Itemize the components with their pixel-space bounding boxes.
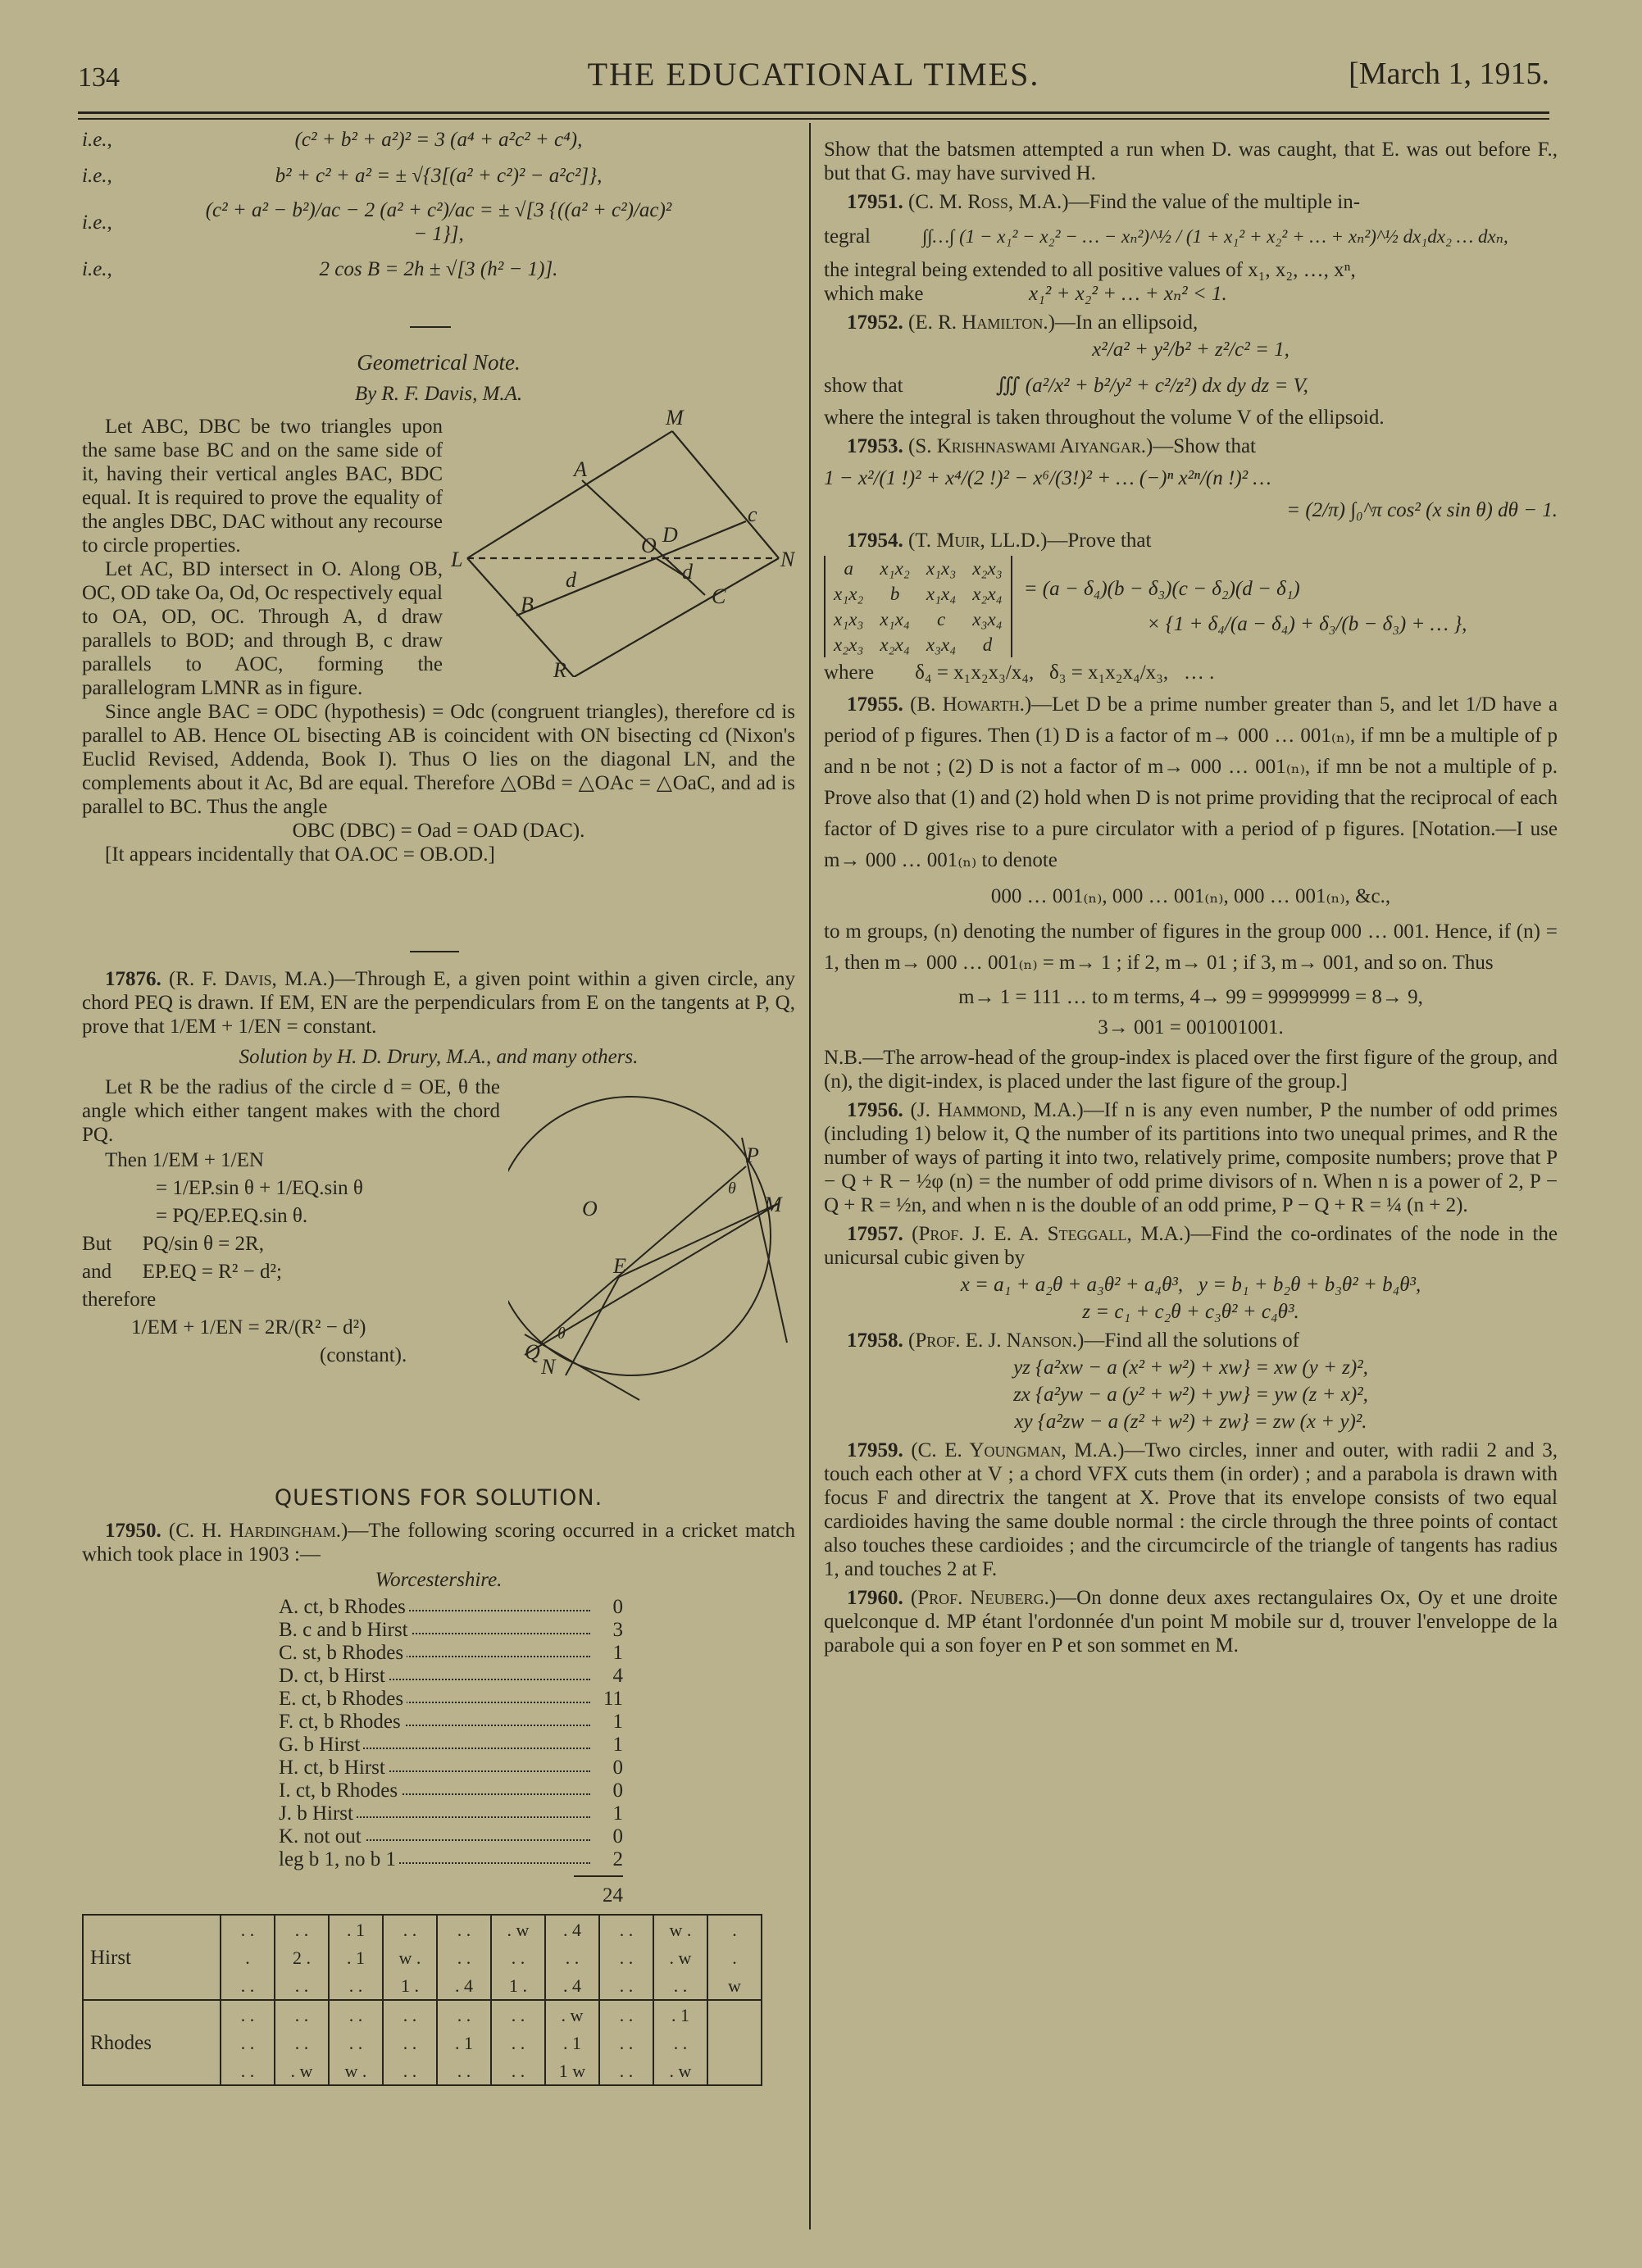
ie-label: i.e.,	[82, 211, 112, 234]
perpendicular-EM	[619, 1203, 779, 1277]
over-cell: . w	[491, 1915, 545, 1943]
label-Q: Q	[525, 1340, 540, 1364]
formula: zx {a²yw − a (y² + w²) + yw} = yw (z + x)²,	[1013, 1384, 1368, 1406]
batsman-runs: 0	[612, 1757, 623, 1779]
page-header	[78, 57, 1549, 107]
question-author: (B. Howarth.)	[910, 693, 1032, 716]
column-divider	[809, 123, 811, 2229]
label-d-mid: d	[682, 560, 693, 584]
question-text: —The following scoring occurred in a cricket match which took place in 1903 :—	[82, 1520, 796, 1566]
determinant-row	[825, 607, 1012, 632]
scorecard-row	[279, 1664, 623, 1687]
label-C: C	[712, 584, 726, 608]
batsman-runs: 4	[612, 1665, 623, 1687]
over-cell: . .	[383, 1915, 437, 1943]
scorecard-row	[279, 1756, 623, 1779]
circle	[508, 1097, 771, 1375]
question-text: —On donne deux axes rectangulaires Ox, Oy et une droite quelconque d. MP étant l'ordonnée d'un point M mobile sur d, trouver l'enveloppe de la parabole qui a son foyer en P et son sommet en M.	[824, 1587, 1558, 1657]
bowling-analysis-table	[82, 1914, 762, 2086]
over-cell: .	[707, 1915, 762, 1943]
label-d-low: d	[566, 568, 576, 592]
label-E: E	[613, 1254, 626, 1278]
question-author: (Prof. E. J. Nanson.)	[908, 1329, 1085, 1352]
solution-line: But PQ/sin θ = 2R,	[82, 1233, 264, 1255]
over-cell: . .	[653, 2029, 707, 2057]
formula: z = c₁ + c₂θ + c₃θ² + c₄θ³.	[1082, 1301, 1299, 1323]
over-cell: 1 w	[545, 2057, 599, 2085]
over-cell: . .	[599, 2000, 653, 2029]
geometrical-note	[82, 407, 795, 866]
batsman-dismissal: D. ct, b Hirst	[279, 1665, 389, 1687]
over-cell	[707, 2000, 762, 2029]
determinant-cell: x₂x₃	[972, 558, 1003, 579]
batsman-dismissal: H. ct, b Hirst	[279, 1757, 389, 1779]
ie-label: i.e.,	[82, 128, 112, 151]
over-cell: . .	[545, 1943, 599, 1971]
scorecard-row	[279, 1825, 623, 1848]
scorecard-row	[279, 1848, 623, 1870]
journal-title: THE EDUCATIONAL TIMES.	[587, 56, 1040, 93]
question-number: 17950.	[105, 1520, 161, 1542]
batsman-runs: 0	[612, 1825, 623, 1848]
label-P: P	[746, 1143, 759, 1167]
over-cell: . .	[383, 2057, 437, 2085]
determinant-cell: x₁x₂	[834, 584, 864, 604]
batsman-runs: 11	[603, 1688, 623, 1710]
determinant-cell: x₃x₄	[972, 609, 1003, 629]
formula: = (2/π) ∫₀^π cos² (x sin θ) dθ − 1.	[1286, 499, 1558, 521]
determinant-cell: x₁x₄	[880, 609, 910, 629]
question-author: (C. E. Youngman, M.A.)	[911, 1439, 1125, 1461]
team-name: Worcestershire.	[375, 1569, 503, 1591]
batsman-runs: 1	[612, 1711, 623, 1733]
question-text: the integral being extended to all positive values of x₁, x₂, …, xⁿ,	[824, 259, 1356, 281]
scorecard-row	[279, 1710, 623, 1733]
questions-heading: QUESTIONS FOR SOLUTION.	[274, 1485, 603, 1511]
question-text: —Find the co-ordinates of the node in the unicursal cubic given by	[824, 1223, 1558, 1269]
over-cell: . .	[275, 1971, 329, 2000]
equation: (c² + a² − b²)/ac − 2 (a² + c²)/ac = ± √[3 {((a² + c²)/ac)² − 1}],	[205, 199, 672, 245]
over-cell: . .	[437, 1943, 491, 1971]
over-cell: . .	[275, 2029, 329, 2057]
note-equation: OBC (DBC) = Oad = OAD (DAC).	[292, 820, 585, 842]
over-cell: . 4	[545, 1915, 599, 1943]
equation-row	[82, 121, 795, 157]
batsman-dismissal: B. c and b Hirst	[279, 1619, 412, 1641]
determinant-row	[825, 632, 1012, 657]
over-cell: . w	[275, 2057, 329, 2085]
question-17950	[82, 1519, 795, 2086]
ie-label: i.e.,	[82, 257, 112, 280]
question-text: tegral	[824, 225, 871, 248]
over-cell: . .	[653, 1971, 707, 2000]
bowler-name: Rhodes	[83, 2000, 221, 2085]
batsman-runs: 0	[612, 1596, 623, 1618]
question-text: which make	[824, 283, 924, 305]
over-cell: . 1	[329, 1915, 383, 1943]
scorecard-row	[279, 1618, 623, 1641]
question-text: show that	[824, 374, 903, 397]
over-cell: . .	[221, 2000, 275, 2029]
label-O: O	[582, 1197, 598, 1220]
batsman-dismissal: E. ct, b Rhodes	[279, 1688, 407, 1710]
question-number: 17953.	[847, 435, 903, 457]
question-author: (R. F. Davis, M.A.)	[168, 968, 335, 990]
left-column	[82, 121, 795, 2252]
batsman-dismissal: leg b 1, no b 1	[279, 1848, 399, 1870]
label-M: M	[764, 1193, 782, 1216]
question-text: —In an ellipsoid,	[1054, 311, 1199, 334]
question-17956	[824, 1098, 1558, 1217]
over-cell: . .	[599, 1971, 653, 2000]
solution-line: = PQ/EP.EQ.sin θ.	[156, 1205, 308, 1227]
determinant-cell: c	[936, 609, 946, 629]
over-cell: .	[707, 1943, 762, 1971]
over-cell: . 1	[329, 1943, 383, 1971]
over-cell: . 1	[653, 2000, 707, 2029]
question-text: —Find the value of the multiple in-	[1068, 191, 1361, 213]
determinant-cell: a	[844, 558, 853, 579]
question-author: (S. Krishnaswami Aiyangar.)	[908, 435, 1153, 457]
section-rule	[410, 326, 451, 328]
question-17950-continuation: Show that the batsmen attempted a run when D. was caught, that E. was out before F., but that G. may have survived H.	[824, 139, 1558, 184]
question-author: (E. R. Hamilton.)	[908, 311, 1055, 334]
bowling-row	[83, 1915, 762, 1943]
over-cell: . .	[491, 1943, 545, 1971]
line-NR	[574, 558, 779, 677]
over-cell: . 4	[437, 1971, 491, 2000]
question-text: N.B.—The arrow-head of the group-index is placed over the first figure of the group, and (n), the digit-index, is placed under the last figure of the group.]	[824, 1047, 1558, 1093]
question-author: (Prof. J. E. A. Steggall, M.A.)	[912, 1223, 1191, 1245]
question-author: (J. Hammond, M.A.)	[910, 1099, 1084, 1121]
solution-line: therefore	[82, 1289, 157, 1311]
ie-label: i.e.,	[82, 164, 112, 187]
question-author: (Prof. Neuberg.)	[910, 1587, 1057, 1609]
batsman-runs: 1	[612, 1734, 623, 1756]
question-number: 17957.	[847, 1223, 903, 1245]
batsman-runs: 1	[612, 1802, 623, 1825]
over-cell: 1 .	[383, 1971, 437, 2000]
label-c: c	[748, 502, 757, 526]
over-cell: . .	[221, 1971, 275, 2000]
page-number: 134	[78, 62, 120, 93]
question-text: —If n is any even number, P the number of odd primes (including 1) below it, Q the number of its partitions into two unequal primes, and R the number of ways of parting it into two, relatively prime, composite numbers; prove that P − Q + R − ½φ (n) = the number of odd prime divisors of n. When n is a power of 2, P − Q + R = ½n, and when n is the double of an odd prime, P − Q + R = ¼ (n + 2).	[824, 1099, 1558, 1216]
over-cell: w .	[653, 1915, 707, 1943]
formula: 000 … 001₍ₙ₎, 000 … 001₍ₙ₎, 000 … 001₍ₙ₎, &c.,	[990, 885, 1391, 907]
over-cell: . .	[329, 2000, 383, 2029]
scorecard-row	[279, 1595, 623, 1618]
question-number: 17958.	[847, 1329, 903, 1352]
equation-row	[82, 193, 795, 251]
question-number: 17956.	[847, 1099, 903, 1121]
formula: = (a − δ₄)(b − δ₃)(c − δ₂)(d − δ₁)	[1023, 578, 1300, 600]
over-cell: . .	[491, 2057, 545, 2085]
issue-date: [March 1, 1915.	[1349, 57, 1549, 91]
parallelogram-diagram	[451, 407, 795, 677]
question-number: 17876.	[105, 968, 161, 990]
solution-byline: Solution by H. D. Drury, M.A., and many others.	[239, 1046, 639, 1068]
formula: 1 − x²/(1 !)² + x⁴/(2 !)² − x⁶/(3!)² + … (−)ⁿ x²ⁿ/(n !)² …	[824, 467, 1271, 489]
note-paragraph: Since angle BAC = ODC (hypothesis) = Odc (congruent triangles), therefore cd is parallel to AB. Hence OL bisecting AB is coincident with ON bisecting cd (Nixon's Euclid Revised, Addenda, Book I). Thus O lies on the diagonal LN, and the complements about it Ac, Bd are equal. Therefore △OBd = △OAc = △OaC, and ad is parallel to BC. Thus the angle	[82, 701, 795, 818]
solution-intro: Let R be the radius of the circle d = OE, θ the angle which either tangent makes with the chord PQ.	[82, 1076, 500, 1146]
over-cell: . 1	[437, 2029, 491, 2057]
note-aside: [It appears incidentally that OA.OC = OB.OD.]	[105, 843, 495, 866]
equation-row	[82, 157, 795, 193]
label-M: M	[666, 407, 684, 430]
over-cell: . .	[383, 2000, 437, 2029]
batsman-runs: 0	[612, 1779, 623, 1802]
scorecard-row	[279, 1779, 623, 1802]
over-cell: . w	[545, 2000, 599, 2029]
determinant-cell: x₃x₄	[926, 634, 957, 655]
determinant-cell: x₂x₃	[834, 634, 864, 655]
determinant-cell: b	[889, 584, 900, 604]
question-17955	[824, 689, 1558, 1093]
over-cell: . 4	[545, 1971, 599, 2000]
over-cell: . .	[221, 2029, 275, 2057]
over-cell: 2 .	[275, 1943, 329, 1971]
equation: (c² + b² + a²)² = 3 (a⁴ + a²c² + c⁴),	[294, 128, 583, 151]
determinant-row	[825, 581, 1012, 607]
formula: ∫∫…∫ (1 − x₁² − x₂² − … − xₙ²)^½ / (1 + x₁² + x₂² + … + xₙ²)^½ dx₁dx₂ … dxₙ,	[922, 225, 1508, 247]
equation: b² + c² + a² = ± √{3[(a² + c²)² − a²c²]},	[275, 164, 603, 187]
question-number: 17960.	[847, 1587, 903, 1609]
over-cell: . .	[437, 1915, 491, 1943]
section-rule	[410, 951, 459, 952]
over-cell: w	[707, 1971, 762, 2000]
batsman-dismissal: J. b Hirst	[279, 1802, 357, 1825]
over-cell: . .	[275, 2000, 329, 2029]
header-rule	[78, 111, 1549, 114]
question-17957	[824, 1222, 1558, 1324]
question-text: —Find all the solutions of	[1084, 1329, 1299, 1352]
label-O: O	[641, 534, 657, 557]
over-cell	[707, 2057, 762, 2085]
label-D: D	[662, 523, 678, 547]
scorecard-row	[279, 1687, 623, 1710]
over-cell: . 1	[545, 2029, 599, 2057]
equation-block	[82, 121, 795, 287]
batsman-dismissal: A. ct, b Rhodes	[279, 1596, 409, 1618]
solution-line: Then 1/EM + 1/EN	[105, 1149, 264, 1171]
over-cell: . .	[329, 1971, 383, 2000]
determinant	[824, 556, 1012, 657]
label-N: N	[780, 548, 795, 571]
question-number: 17955.	[847, 693, 903, 716]
question-number: 17954.	[847, 530, 903, 552]
question-author: (C. H. Hardingham.)	[168, 1520, 348, 1542]
question-17958	[824, 1329, 1558, 1434]
formula: x²/a² + y²/b² + z²/c² = 1,	[1092, 339, 1289, 361]
solution-line: and EP.EQ = R² − d²;	[82, 1261, 282, 1283]
determinant-row	[825, 556, 1012, 581]
formula: ∭ (a²/x² + b²/y² + c²/z²) dx dy dz = V,	[996, 374, 1308, 397]
over-cell: .	[221, 1943, 275, 1971]
circle-diagram	[508, 1072, 795, 1416]
label-R: R	[553, 658, 566, 677]
over-cell: . .	[221, 1915, 275, 1943]
over-cell: 1 .	[491, 1971, 545, 2000]
note-paragraph: Let ABC, DBC be two triangles upon the same base BC and on the same side of it, having their vertical angles BAC, BDC equal. It is required to prove the equality of the angles DBC, DAC without any recourse to circle properties.	[82, 416, 443, 557]
determinant-cell: x₁x₄	[926, 584, 957, 604]
over-cell: . .	[329, 2029, 383, 2057]
label-N: N	[541, 1355, 556, 1379]
solution-line: = 1/EP.sin θ + 1/EQ.sin θ	[156, 1177, 363, 1199]
formula: m→ 1 = 111 … to m terms, 4→ 99 = 99999999 = 8→ 9,	[958, 986, 1423, 1008]
question-17960	[824, 1586, 1558, 1657]
right-column	[824, 138, 1558, 1657]
question-17953	[824, 434, 1558, 522]
over-cell: . .	[599, 2029, 653, 2057]
formula: × {1 + δ₄/(a − δ₄) + δ₃/(b − δ₃) + … },	[1146, 613, 1467, 635]
formula: 3→ 001 = 001001001.	[1098, 1016, 1284, 1039]
formula: x = a₁ + a₂θ + a₃θ² + a₄θ³, y = b₁ + b₂θ + b₃θ² + b₄θ³,	[960, 1274, 1421, 1296]
batsman-runs: 1	[612, 1642, 623, 1664]
over-cell: . .	[221, 2057, 275, 2085]
scorecard-row	[279, 1733, 623, 1756]
formula: where δ₄ = x₁x₂x₃/x₄, δ₃ = x₁x₂x₄/x₃, … .	[824, 661, 1215, 684]
label-theta: θ	[728, 1179, 736, 1198]
determinant-cell: x₁x₃	[834, 609, 864, 629]
header-rule-2	[78, 118, 1549, 120]
question-author: (T. Muir, LL.D.)	[908, 530, 1048, 552]
note-title: Geometrical Note.	[357, 350, 521, 375]
over-cell: . .	[437, 2057, 491, 2085]
over-cell: . .	[491, 2000, 545, 2029]
label-B: B	[521, 593, 534, 616]
batsman-dismissal: F. ct, b Rhodes	[279, 1711, 404, 1733]
over-cell: . .	[599, 1915, 653, 1943]
over-cell: . w	[653, 1943, 707, 1971]
scorecard-total: 24	[603, 1884, 623, 1907]
over-cell: . .	[275, 1915, 329, 1943]
over-cell: . .	[491, 2029, 545, 2057]
batsman-runs: 2	[612, 1848, 623, 1870]
question-17876	[82, 967, 795, 1416]
question-text: to m groups, (n) denoting the number of figures in the group 000 … 001. Hence, if (n) = 1, then m→ 000 … 001₍ₙ₎ = m→ 1 ; if 2, m→ 01 ; if 3, m→ 001, and so on. Thus	[824, 920, 1558, 974]
batsman-dismissal: K. not out	[279, 1825, 365, 1848]
chord-PQ	[541, 1166, 746, 1343]
over-cell: . .	[437, 2000, 491, 2029]
note-paragraph: Let AC, BD intersect in O. Along OB, OC, OD take Oa, Od, Oc respectively equal to OA, OD, OC. Through A, d draw parallels to BOD; and through B, c draw parallels to AOC, forming the parallelogram LMNR as in figure.	[82, 558, 443, 699]
determinant-cell: x₁x₂	[880, 558, 910, 579]
question-text: —Prove that	[1047, 530, 1152, 552]
line-MN	[672, 431, 779, 558]
bowling-row	[83, 2000, 762, 2029]
formula: x₁² + x₂² + … + xₙ² < 1.	[1029, 283, 1227, 305]
question-17952	[824, 311, 1558, 430]
over-cell	[707, 2029, 762, 2057]
note-byline: By R. F. Davis, M.A.	[354, 383, 523, 405]
question-number: 17952.	[847, 311, 903, 334]
solution-line: (constant).	[320, 1344, 407, 1366]
label-A: A	[574, 457, 587, 481]
determinant-cell: x₁x₃	[926, 558, 957, 579]
over-cell: . .	[599, 2057, 653, 2085]
question-17959	[824, 1439, 1558, 1581]
question-text: —Through E, a given point within a given circle, any chord PEQ is drawn. If EM, EN are the perpendiculars from E on the tangents at P, Q, prove that 1/EM + 1/EN = constant.	[82, 968, 796, 1038]
batsman-dismissal: C. st, b Rhodes	[279, 1642, 407, 1664]
over-cell: . w	[653, 2057, 707, 2085]
question-text: —Two circles, inner and outer, with radii 2 and 3, touch each other at V ; a chord VFX cuts them (in order) ; and a parabola is drawn with focus F and directrix the tangent at X. Prove that its envelope consists of two equal cardioides having the same double normal : the circle through the three points of contact also touches these cardioides ; and the circumcircle of the triangle of tangents has radius 1, and touches 2 at F.	[824, 1439, 1558, 1580]
equation: 2 cos B = 2h ± √[3 (h² − 1)].	[319, 257, 558, 280]
batsman-runs: 3	[612, 1619, 623, 1641]
scorecard-row	[279, 1802, 623, 1825]
question-17951	[824, 190, 1558, 306]
over-cell: w .	[383, 1943, 437, 1971]
batsman-dismissal: I. ct, b Rhodes	[279, 1779, 401, 1802]
formula: yz {a²xw − a (x² + w²) + xw} = xw (y + z)²,	[1013, 1357, 1368, 1379]
over-cell: . .	[383, 2029, 437, 2057]
question-17954	[824, 529, 1558, 684]
question-text: —Let D be a prime number greater than 5, and let 1/D have a period of p figures. Then (1) D is a factor of m→ 000 … 001₍ₙ₎, if mn be a multiple of p and n be not ; (2) D is not a factor of m→ 000 … 001₍ₙ₎, if mn be not a multiple of p. Prove also that (1) and (2) hold when D is not prime providing that the reciprocal of each factor of D gives rise to a pure circulator with a period of p figures. [Notation.—I use m→ 000 … 001₍ₙ₎ to denote	[824, 693, 1558, 871]
question-number: 17951.	[847, 191, 903, 213]
determinant-cell: x₂x₄	[880, 634, 910, 655]
formula: xy {a²zw − a (z² + w²) + zw} = zw (x + y)².	[1014, 1411, 1367, 1433]
equation-row	[82, 251, 795, 287]
scorecard-row	[279, 1641, 623, 1664]
question-number: 17959.	[847, 1439, 903, 1461]
label-L: L	[451, 548, 463, 571]
batsman-dismissal: G. b Hirst	[279, 1734, 363, 1756]
determinant-cell: d	[982, 634, 993, 655]
scorecard	[82, 1595, 795, 1870]
question-text: where the integral is taken throughout the volume V of the ellipsoid.	[824, 407, 1385, 429]
determinant-cell: x₂x₄	[972, 584, 1003, 604]
label-theta: θ	[557, 1325, 566, 1343]
bowler-name: Hirst	[90, 1946, 131, 1969]
question-author: (C. M. Ross, M.A.)	[908, 191, 1069, 213]
over-cell: . .	[599, 1943, 653, 1971]
solution-line: 1/EM + 1/EN = 2R/(R² − d²)	[131, 1316, 366, 1339]
question-text: —Show that	[1153, 435, 1256, 457]
over-cell: w .	[329, 2057, 383, 2085]
